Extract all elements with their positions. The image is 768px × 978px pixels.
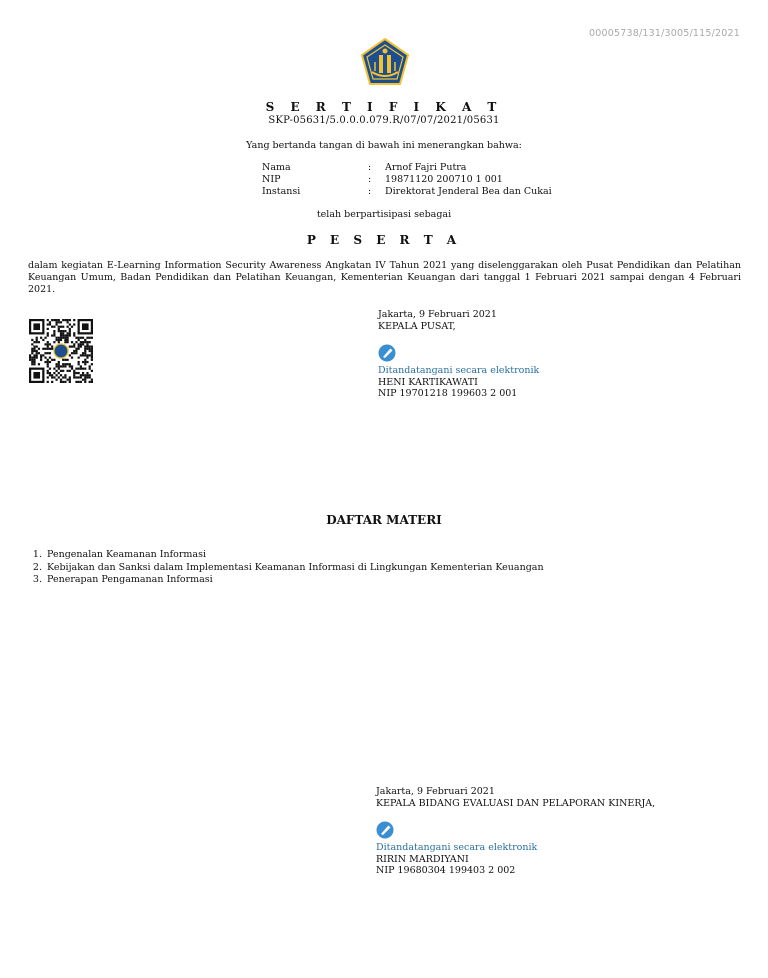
signatory-nip: NIP 19680304 199403 2 002 <box>376 865 516 876</box>
list-item: 1. Pengenalan Keamanan Informasi <box>32 549 206 560</box>
signature-block-head <box>378 309 539 400</box>
identity-label: Instansi <box>262 186 301 197</box>
list-item: 3. Penerapan Pengamanan Informasi <box>32 574 213 585</box>
identity-label: NIP <box>262 174 281 185</box>
esign-label: Ditandatangani secara elektronik <box>378 365 540 376</box>
participation-text: telah berpartisipasi sebagai <box>316 209 452 220</box>
identity-row-nip: NIP : 19871120 200710 1 001 <box>262 174 503 185</box>
document-number: 00005738/131/3005/115/2021 <box>589 28 740 39</box>
identity-row-instansi: Instansi : Direktorat Jenderal Bea dan Cukai <box>262 186 552 197</box>
signature-position: KEPALA BIDANG EVALUASI DAN PELAPORAN KINERJA, <box>376 797 656 809</box>
identity-label: Nama <box>262 162 291 173</box>
signatory-name: HENI KARTIKAWATI <box>378 376 478 388</box>
participant-role: P E S E R T A <box>306 233 462 247</box>
activity-description: dalam kegiatan E-Learning Information Security Awareness Angkatan IV Tahun 2021 yang diselenggarakan oleh Pusat Pendidikan dan Pelatihan Keuangan Umum, Badan Pendidikan dan Pelatihan Keuangan, Kementerian Keuangan dari tanggal 1 Februari 2021 sampai dengan 4 Februari 2021. <box>28 260 741 295</box>
materials-heading: DAFTAR MATERI <box>326 513 442 527</box>
signature-block-division <box>376 786 655 877</box>
signatory-name: RIRIN MARDIYANI <box>376 853 469 865</box>
identity-value: Direktorat Jenderal Bea dan Cukai <box>385 186 552 197</box>
esign-label: Ditandatangani secara elektronik <box>376 842 538 853</box>
signature-place-date: Jakarta, 9 Februari 2021 <box>378 309 497 320</box>
identity-value: Arnof Fajri Putra <box>385 162 467 173</box>
certificate-title: S E R T I F I K A T <box>265 100 503 114</box>
qr-code-icon <box>29 319 93 383</box>
signatory-nip: NIP 19701218 199603 2 001 <box>378 388 518 399</box>
e-signature-pen-icon <box>376 821 394 839</box>
identity-value: 19871120 200710 1 001 <box>385 174 503 185</box>
certificate-intro: Yang bertanda tangan di bawah ini menerangkan bahwa: <box>246 140 522 151</box>
identity-block <box>262 162 552 198</box>
certificate-number: SKP-05631/5.0.0.0.079.R/07/07/2021/05631 <box>268 115 500 126</box>
identity-row-name: Nama : Arnof Fajri Putra <box>262 162 467 173</box>
ministry-emblem-icon <box>359 38 411 90</box>
materials-list <box>30 549 544 587</box>
signature-place-date: Jakarta, 9 Februari 2021 <box>376 786 495 797</box>
e-signature-pen-icon <box>378 344 396 362</box>
list-item: 2. Kebijakan dan Sanksi dalam Implementasi Keamanan Informasi di Lingkungan Kementerian Keuangan <box>32 561 544 573</box>
signature-position: KEPALA PUSAT, <box>378 320 456 332</box>
